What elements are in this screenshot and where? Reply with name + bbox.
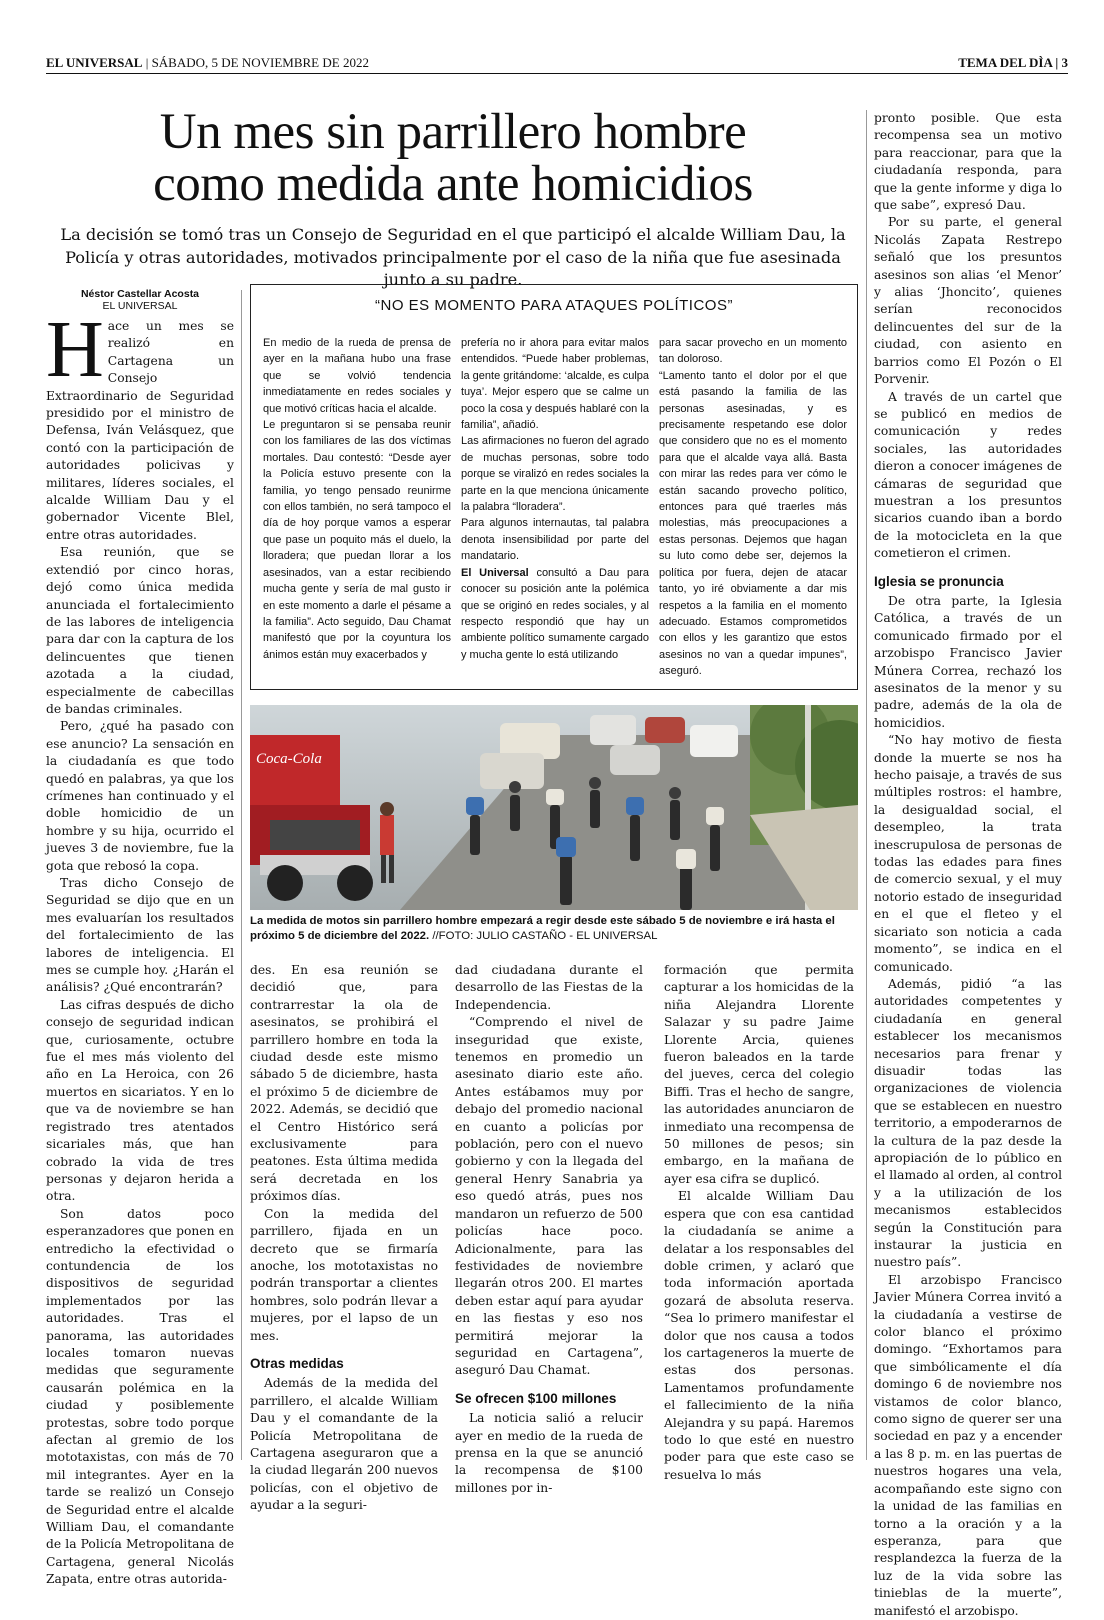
- sidebar-paragraph: Para algunos internautas, tal palabra denota insensibilidad por parte del mandatario.: [461, 517, 649, 563]
- column-1: [46, 288, 234, 1589]
- paragraph: dad ciudadana durante el desarrollo de las Fiestas de la Independencia.: [455, 963, 643, 1012]
- paragraph: De otra parte, la Iglesia Católica, a través de un comunicado firmado por el arzobispo Francisco Javier Múnera Correa, rechazó los asesinatos de la menor y su padre, además de la ola de homicidios.: [874, 593, 1062, 730]
- paragraph: “Comprendo el nivel de inseguridad que existe, tenemos en promedio un asesinato diario este año. Antes estábamos muy por debajo del promedio nacional en cuanto a policías por población, pero con el nuevo gobierno y con la llegada del general Henry Sanabria ya eso quedó atrás, pues nos mandaron un refuerzo de 500 policías hace poco. Adicionalmente, para las festividades de noviembre llegarán otros 200. El martes deben estar aquí para ayudar en las fiestas y eso nos permitirá mejorar la seguridad en Cartagena”, aseguró Dau Chamat.: [455, 1015, 643, 1378]
- header-rule: [46, 73, 1068, 74]
- paragraph: Pero, ¿qué ha pasado con ese anuncio? La sensación en la ciudadanía es que todo quedó en palabras, ya que los crímenes han continuado y el doble homicidio de un hombre y su hija, ocurrido el jueves 3 de noviembre, fue la gota que rebosó la copa.: [46, 719, 234, 873]
- paragraph: A través de un cartel que se publicó en medios de comunicación y redes sociales, las autoridades dieron a conocer imágenes de cámaras de seguridad que muestran a los presuntos sicarios cuando iban a bordo de la motocicleta en la que cometieron el crimen.: [874, 389, 1062, 561]
- paragraph: Son datos poco esperanzadores que ponen en entredicho la efectividad o contundencia de los dispositivos de seguridad implementados por las autoridades. Tras el panorama, las autoridades locales tomaron nuevas medidas que seguramente causarán polémica en la ciudad y posiblemente protestas, sobre todo porque afectan al gremio de los mototaxistas, con más de 70 mil integrantes. Ayer en la tarde se realizó un Consejo de Seguridad entre el alcalde William Dau, el comandante de la Policía Metropolitana de Cartagena, general Nicolás Zapata, entre otras autorida-: [46, 1206, 234, 1587]
- column-divider: [866, 110, 867, 1460]
- paper-name: EL UNIVERSAL: [46, 55, 143, 70]
- sidebar-paragraph: Las afirmaciones no fueron del agrado de muchas personas, sobre todo porque se viralizó en redes sociales la parte en la que menciona únicamente la palabra “lloradera”.: [461, 435, 649, 514]
- page-number: 3: [1061, 55, 1068, 70]
- outlet: EL UNIVERSAL: [102, 300, 178, 312]
- paragraph: formación que permita capturar a los homicidas de la niña Alejandra Llorente Salazar y su padre Jaime Llorente Arcia, quienes fueron baleados en la tarde del jueves, cerca del colegio Biffi. Tras el hecho de sangre, las autoridades anunciaron de inmediato una recompensa de 50 millones de pesos; sin embargo, en la mañana de ayer esa cifra se duplicó.: [664, 963, 854, 1186]
- column-2: [250, 962, 438, 1515]
- author: Néstor Castellar Acosta: [80, 288, 200, 300]
- sidebar-paragraph: [461, 565, 649, 663]
- subhead-recompensa: Se ofrecen $100 millones: [455, 1390, 617, 1406]
- sidebar-bold-name: El Universal: [461, 566, 529, 579]
- paragraph: “No hay motivo de fiesta donde la muerte se nos ha hecho paisaje, a través de sus múltiples rostros: el hambre, la desigualdad social, el desempleo, la trata inescrupulosa de personas de todas las edades para fines de comercio sexual, y el muy notorio estado de inseguridad en el que el fleteo y el sicariato son noticia a cada momento”, se indica en el comunicado.: [874, 733, 1062, 974]
- column-5: [874, 110, 1062, 1620]
- photo-illustration: [250, 705, 858, 910]
- sidebar-column-3: [659, 335, 847, 680]
- column-divider: [241, 290, 242, 1460]
- photo-caption: [250, 914, 858, 944]
- section-name: TEMA DEL DÌA: [958, 55, 1053, 70]
- sidebar-paragraph: prefería no ir ahora para evitar malos entendidos. “Puede haber problemas, la gente gritándome: ‘alcalde, es culpa tuya’. Mejor espero que se calme un poco la cosa y después hablaré con la familia”, añadió.: [461, 337, 649, 432]
- paragraph: pronto posible. Que esta recompensa sea un motivo para reaccionar, para que la ciudadanía responda, para que la gente informe y diga lo que sabe”, expresó Dau.: [874, 111, 1062, 213]
- paragraph: Las cifras después de dicho consejo de seguridad indican que, curiosamente, octubre fue el mes más violento del año en La Heroica, con 26 muertos en sicariatos. Y en lo que va de noviembre se han registrado tres atentados sicariales más, que han cobrado la vida de tres personas y dejaron herida a otra.: [46, 997, 234, 1204]
- paragraph: El alcalde William Dau espera que con esa cantidad la ciudadanía se anime a delatar a los responsables del doble crimen, y aclaró que toda información aportada gozará de absoluta reserva. “Sea lo primero manifestar el dolor que nos causa a todos los cartageneros la muerte de estas dos personas. Lamentamos profundamente el fallecimiento de la niña Alejandra y su papá. Haremos todo lo que esté en nuestro poder para que este caso se resuelva lo más: [664, 1189, 854, 1482]
- paragraph: Esa reunión, que se extendió por cinco horas, dejó como única medida anunciada el fortalecimiento de las labores de inteligencia para dar con la captura de los delincuentes que tienen azotada a la ciudad, especialmente de cabecillas de bandas criminales.: [46, 545, 234, 716]
- drop-cap: H: [46, 306, 104, 394]
- caption-text: La medida de motos sin parrillero hombre empezará a regir desde este sábado 5 de noviembre e irá hasta el próximo 5 de diciembre del 2022.: [250, 915, 835, 942]
- sidebar-paragraph: En medio de la rueda de prensa de ayer en la mañana hubo una frase que se volvió tendencia inmediatamente en redes sociales y que motivó críticas hacia el alcalde.: [263, 337, 451, 415]
- photo-motorcycles: [250, 705, 858, 910]
- header-right: TEMA DEL DÌA | 3: [958, 55, 1068, 70]
- paragraph: Por su parte, el general Nicolás Zapata Restrepo señaló que los presuntos asesinos son alias ‘el Menor’ y alias ‘Jhoncito’, quienes serían reconocidos delincuentes del sur de la ciudad, con asiento en barrios como El Pozón o El Porvenir.: [874, 215, 1062, 387]
- edition-date: SÁBADO, 5 DE NOVIEMBRE DE 2022: [151, 55, 369, 70]
- sidebar-column-1: [263, 335, 451, 663]
- paragraph: Además de la medida del parrillero, el alcalde William Dau y el comandante de la Policía Metropolitana de Cartagena aseguraron que a la ciudad llegarán 200 nuevos policías, con el objetivo de ayudar a la seguri-: [250, 1376, 438, 1513]
- column-4: [664, 962, 854, 1484]
- headline-line-1: Un mes sin parrillero hombre: [159, 104, 747, 160]
- paragraph: La noticia salió a relucir ayer en medio de la rueda de prensa en la que se anunció la recompensa de $100 millones por in-: [455, 1411, 643, 1495]
- page-header: [46, 52, 1068, 74]
- paragraph: Además, pidió “a las autoridades competentes y ciudadanía en general establecer los mecanismos necesarios para frenar y disuadir todas las organizaciones de violencia que se establecen en nuestro territorio, a empoderarnos de la cultura de la paz desde la apropiación de lo público en el llamado al orden, al control y a la utilización de los mecanismos establecidos según la Constitución para instaurar la justicia en nuestro país”.: [874, 976, 1062, 1270]
- paragraph: El arzobispo Francisco Javier Múnera Correa invitó a la ciudadanía a vestirse de color blanco el próximo domingo. “Exhortamos para que simbólicamente el día domingo 6 de noviembre nos vistamos de color blanco, como signo de querer ser una sociedad en paz y a encender a las 8 p. m. en las puertas de nuestros hogares una vela, acompañando este signo con la unidad de las familias en torno a la oración y a la esperanza, para que resplandezca la fuerza de la luz de la vida sobre las tinieblas de la muerte”, manifestó el arzobispo.: [874, 1272, 1062, 1618]
- subhead-iglesia: Iglesia se pronuncia: [874, 573, 1004, 589]
- sidebar-paragraph: “Lamento tanto el dolor por el que está pasando la familia de las personas asesinadas, y es precisamente respetando ese dolor que considero que no es el momento para que el alcalde vaya allá. Basta con mirar las redes para ver cómo le están sacando provecho político, entonces para qué traerles más molestias, más preocupaciones a estas personas. Dejemos que hagan su luto como debe ser, dejemos la política por fuera, dejen de atacar tanto, yo iré obviamente a dar mis respetos a la familia en el momento adecuado. Estamos comprometidos con ellos y les garantizo que estos asesinos no van a quedar impunes”, aseguró.: [659, 369, 847, 678]
- deck: La decisión se tomó tras un Consejo de Seguridad en el que participó el alcalde William Dau, la Policía y otras autoridades, motivados principalmente por el caso de la niña que fue asesinada junto a su padre.: [60, 225, 846, 289]
- subhead-otras-medidas: Otras medidas: [250, 1355, 344, 1371]
- paragraph: des. En esa reunión se decidió que, para contrarrestar la ola de asesinatos, se prohibirá el parrillero hombre en toda la ciudad desde este mismo sábado 5 de diciembre, hasta el próximo 5 de diciembre de 2022. Además, se decidió que el Centro Histórico será exclusivamente para peatones. Esta última medida será decretada en los próximos días.: [250, 963, 438, 1204]
- photo-credit: //FOTO: JULIO CASTAÑO - EL UNIVERSAL: [429, 930, 658, 942]
- sidebar-title: “NO ES MOMENTO PARA ATAQUES POLÍTICOS”: [375, 297, 733, 314]
- column-3: [455, 962, 643, 1497]
- sidebar-text: consultó a Dau para conocer su posición ante la polémica que se originó en redes sociales, y al respecto respondió que hay un ambiente político sumamente cargado y mucha gente lo está utilizando: [461, 566, 649, 661]
- headline-line-2: como medida ante homicidios: [153, 156, 753, 212]
- sidebar-paragraph: Le preguntaron si se pensaba reunir con los familiares de las dos víctimas mortales. Dau contestó: “Desde ayer la Policía estuvo presente con la familia, yo tengo pensado reunirme con ellos también, no será tampoco el día de hoy porque vamos a esperar que pase un poquito más el duelo, la lloradera; que puedan llorar a los asesinados, van a estar recibiendo mucha gente y sería de mal gusto ir en este momento a darle el pésame a la familia”. Acto seguido, Dau Chamat manifestó que por la coyuntura los ánimos están muy exacerbados y: [263, 419, 451, 661]
- paragraph: ace un mes se realizó en Cartagena un Consejo Extraordinario de Seguridad presidido por el ministro de Defensa, Iván Velásquez, que contó con la participación de autoridades policivas y militares, líderes sociales, el alcalde William Dau y el gobernador Vicente Blel, entre otras autoridades.: [46, 319, 234, 542]
- paragraph: Tras dicho Consejo de Seguridad se dijo que en un mes evaluarían los resultados del fortalecimiento de las labores de inteligencia. El mes se cumple hoy. ¿Harán el análisis? ¿Qué encontrarán?: [46, 876, 234, 995]
- header-left: EL UNIVERSAL | SÁBADO, 5 DE NOVIEMBRE DE 2022: [46, 55, 369, 70]
- headline: [48, 106, 858, 210]
- sidebar-column-2: [461, 335, 649, 663]
- sidebar-box: [250, 284, 858, 690]
- truck-sign: Coca-Cola: [256, 751, 322, 767]
- sidebar-paragraph: para sacar provecho en un momento tan doloroso.: [659, 337, 847, 366]
- paragraph: Con la medida del parrillero, fijada en un decreto que se firmaría anoche, los mototaxistas no podrán transportar a clientes hombres, solo podrán llevar a mujeres, por el lapso de un mes.: [250, 1206, 438, 1343]
